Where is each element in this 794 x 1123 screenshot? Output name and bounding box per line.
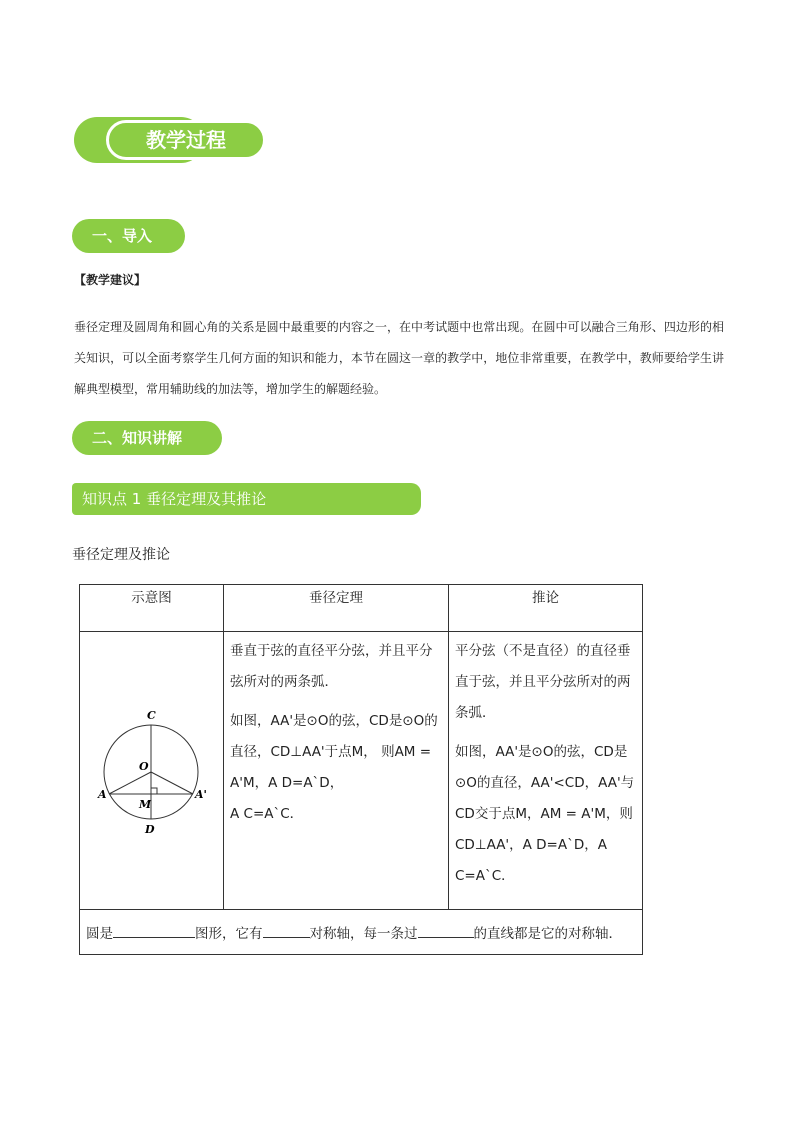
blank-1[interactable] [113, 923, 195, 938]
blank-2[interactable] [263, 923, 310, 938]
fill-blank-cell [80, 910, 643, 955]
theorem-statement: 垂直于弦的直径平分弦，并且平分弦所对的两条弧． [230, 643, 433, 690]
label-c: C [147, 708, 156, 722]
knowledge-point-bar: 知识点 1 垂径定理及其推论 [72, 483, 421, 515]
label-d: D [145, 822, 155, 836]
footer-text-2: 图形，它有 [195, 926, 263, 942]
theorem-conclusion: A C=A`C． [230, 806, 304, 822]
section-title: 教学过程 [146, 128, 226, 152]
circle-diagram [81, 706, 222, 836]
theorem-example: 如图，AA'是⊙O的弦，CD是⊙O的直径，CD⊥AA'于点M， 则AM = A'M，A D=A`D， [230, 713, 438, 791]
section-title-banner [74, 117, 268, 163]
header-corollary: 推论 [449, 585, 643, 632]
footer-text-1: 圆是 [86, 926, 113, 942]
corollary-cell [449, 632, 643, 910]
label-a-prime: A' [195, 787, 207, 801]
knowledge-pill: 二、知识讲解 [72, 421, 222, 455]
table-header-row [80, 585, 643, 632]
diagram-cell [80, 632, 224, 910]
teaching-suggestion-label: 【教学建议】 [74, 273, 147, 287]
sub-heading: 垂径定理及推论 [72, 547, 170, 563]
header-theorem: 垂径定理 [224, 585, 449, 632]
theorem-cell [224, 632, 449, 910]
radius-oa [109, 772, 151, 794]
theorem-table [79, 584, 643, 955]
header-diagram: 示意图 [80, 585, 224, 632]
intro-paragraph: 垂径定理及圆周角和圆心角的关系是圆中最重要的内容之一，在中考试题中也常出现。在圆中可以融合三角形、四边形的相关知识，可以全面考察学生几何方面的知识和能力，本节在圆这一章的教学中，地位非常重要，在教学中，教师要给学生讲解典型模型，常用辅助线的加法等，增加学生的解题经验。 [74, 320, 724, 396]
corollary-statement: 平分弦（不是直径）的直径垂直于弦，并且平分弦所对的两条弧． [455, 643, 631, 721]
table-footer-row [80, 910, 643, 955]
footer-text-4: 的直线都是它的对称轴． [473, 926, 622, 942]
label-a: A [98, 787, 107, 801]
table-body-row [80, 632, 643, 910]
label-o: O [139, 759, 149, 773]
footer-text-3: 对称轴，每一条过 [309, 926, 418, 942]
right-angle-mark [151, 788, 157, 794]
corollary-example: 如图，AA'是⊙O的弦，CD是⊙O的直径，AA'<CD，AA'与CD交于点M，AM = A'M，则CD⊥AA'，A D=A`D，A C=A`C． [455, 744, 635, 884]
intro-pill: 一、导入 [72, 219, 185, 253]
blank-3[interactable] [418, 923, 474, 938]
label-m: M [139, 797, 152, 811]
